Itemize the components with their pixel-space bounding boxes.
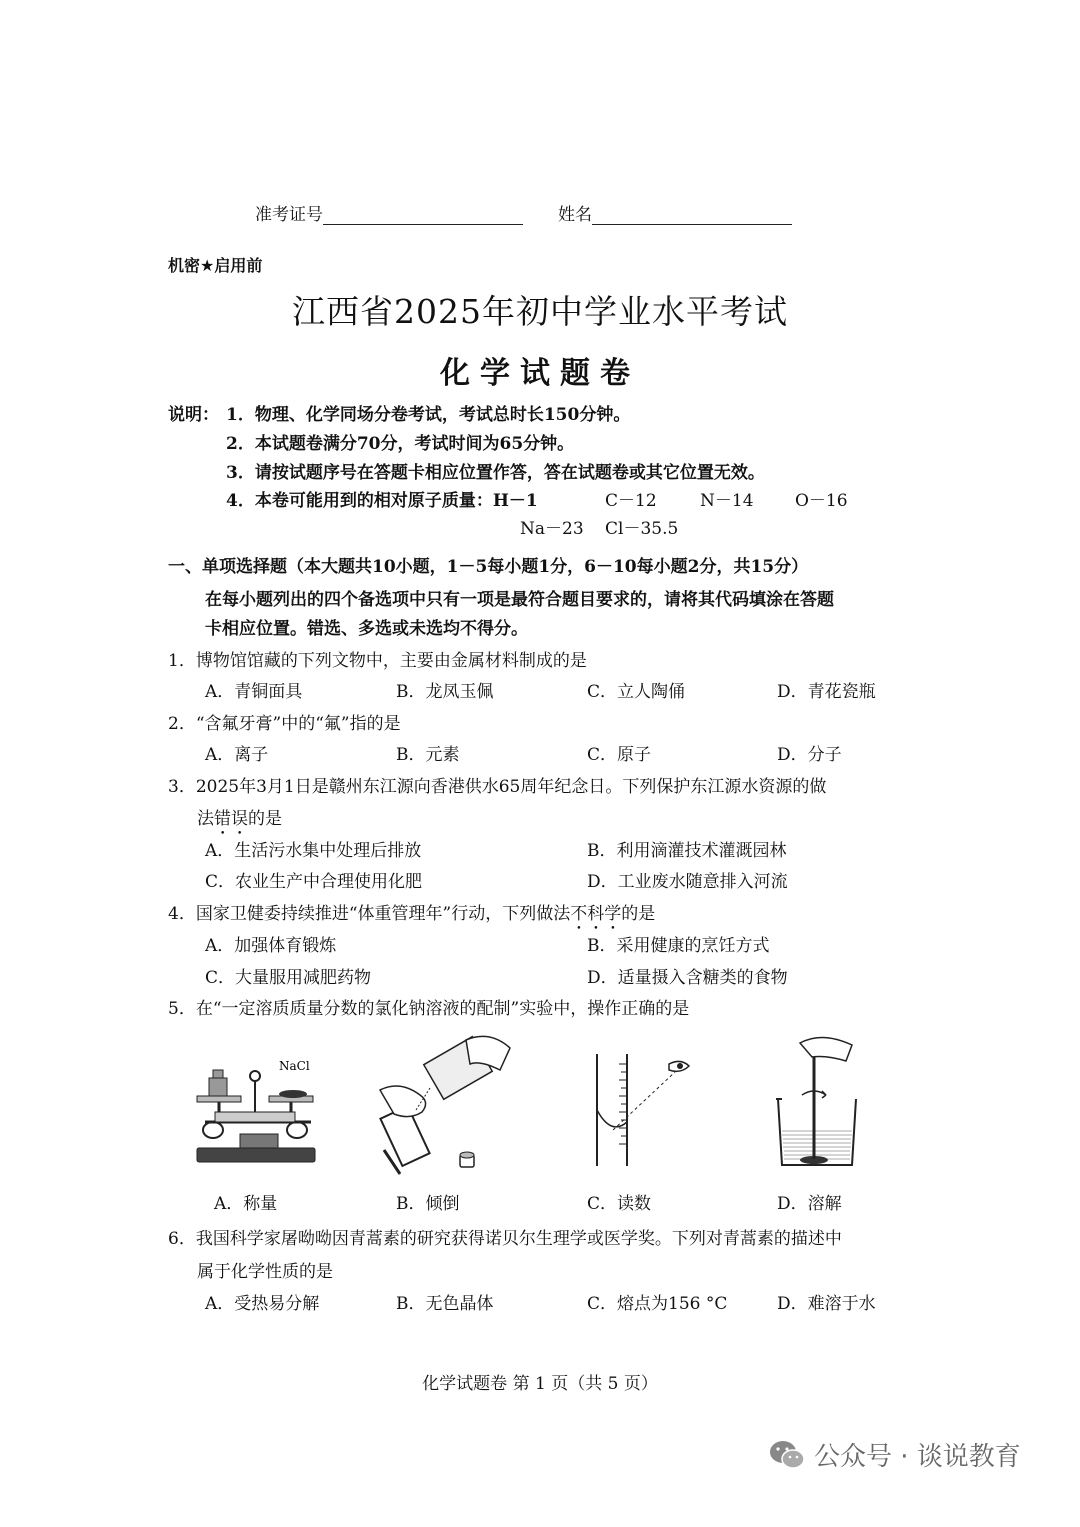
dissolving-figure <box>772 1035 882 1170</box>
q4-option-b: B．采用健康的烹饪方式 <box>587 936 770 956</box>
q4-stem-post: 的是 <box>621 904 656 924</box>
q6-stem-line2: 属于化学性质的是 <box>197 1262 333 1282</box>
page-subtitle: 化学试题卷 <box>440 356 640 391</box>
q2-stem: 2．“含氟牙膏”中的“氟”指的是 <box>168 714 401 734</box>
q2-option-a: A．离子 <box>205 745 269 765</box>
q3-stem-line1: 3．2025年3月1日是赣州东江源向香港供水65周年纪念日。下列保护东江源水资源的做 <box>168 777 827 797</box>
reading-figure <box>585 1050 695 1168</box>
q4-stem-emphasis: 不科学 <box>570 904 622 924</box>
q3-option-a: A．生活污水集中处理后排放 <box>205 841 422 861</box>
q3-option-d: D．工业废水随意排入河流 <box>587 872 788 892</box>
q2-option-b: B．元素 <box>396 745 460 765</box>
q5-option-d: D．溶解 <box>777 1194 842 1214</box>
section-heading: 一、单项选择题（本大题共10小题，1－5每小题1分，6－10每小题2分，共15分） <box>168 557 809 577</box>
q6-option-d: D．难溶于水 <box>777 1294 876 1314</box>
q4-stem-pre: 4．国家卫健委持续推进“体重管理年”行动，下列做法 <box>168 904 571 924</box>
admission-number-blank <box>323 204 523 225</box>
q6-option-b: B．无色晶体 <box>396 1294 494 1314</box>
admission-number-label: 准考证号 <box>255 205 323 225</box>
watermark <box>768 1436 1021 1473</box>
section-desc-line1: 在每小题列出的四个备选项中只有一项是最符合题目要求的，请将其代码填涂在答题 <box>205 590 834 610</box>
q3-stem-line2 <box>197 809 282 839</box>
section-desc-line2: 卡相应位置。错选、多选或未选均不得分。 <box>205 619 528 639</box>
nacl-label: NaCl <box>279 1059 310 1073</box>
page-title: 江西省2025年初中学业水平考试 <box>292 292 788 331</box>
pouring-figure <box>370 1030 520 1175</box>
watermark-text: 公众号 · 谈说教育 <box>814 1442 1021 1472</box>
q2-option-c: C．原子 <box>587 745 652 765</box>
q5-option-c: C．读数 <box>587 1194 652 1214</box>
q5-option-b: B．倾倒 <box>396 1194 460 1214</box>
q3-option-c: C．农业生产中合理使用化肥 <box>205 872 423 892</box>
q6-stem-line1: 6．我国科学家屠呦呦因青蒿素的研究获得诺贝尔生理学或医学奖。下列对青蒿素的描述中 <box>168 1229 842 1249</box>
atomic-mass-na: Na－23 <box>520 519 584 539</box>
instructions-label: 说明： <box>168 405 219 425</box>
balance-figure <box>185 1050 325 1170</box>
atomic-mass-n: N－14 <box>700 491 754 511</box>
q1-option-c: C．立人陶俑 <box>587 682 686 702</box>
name-label: 姓名 <box>558 205 592 225</box>
atomic-mass-c: C－12 <box>605 491 657 511</box>
atomic-mass-o: O－16 <box>795 491 848 511</box>
instruction-3: 3．请按试题序号在答题卡相应位置作答，答在试题卷或其它位置无效。 <box>226 463 765 483</box>
q1-option-a: A．青铜面具 <box>205 682 303 702</box>
q1-option-d: D．青花瓷瓶 <box>777 682 876 702</box>
page-footer: 化学试题卷 第 1 页（共 5 页） <box>422 1374 658 1394</box>
name-field <box>558 204 792 225</box>
q1-stem: 1．博物馆馆藏的下列文物中，主要由金属材料制成的是 <box>168 651 587 671</box>
q3-stem-post: 的是 <box>248 809 282 829</box>
q4-option-c: C．大量服用减肥药物 <box>205 968 372 988</box>
q3-option-b: B．利用滴灌技术灌溉园林 <box>587 841 787 861</box>
wechat-icon <box>768 1438 806 1472</box>
instruction-1: 1．物理、化学同场分卷考试，考试总时长150分钟。 <box>226 405 631 425</box>
q4-stem <box>168 904 655 934</box>
q6-option-c: C．熔点为156 °C <box>587 1294 728 1314</box>
instruction-4: 4．本卷可能用到的相对原子质量：H－1 <box>226 491 538 511</box>
q1-option-b: B．龙凤玉佩 <box>396 682 494 702</box>
q5-option-a: A．称量 <box>214 1194 278 1214</box>
secret-label: 机密★启用前 <box>168 256 263 275</box>
q4-option-d: D．适量摄入含糖类的食物 <box>587 968 788 988</box>
q3-stem-pre: 法 <box>197 809 214 829</box>
instruction-2: 2．本试题卷满分70分，考试时间为65分钟。 <box>226 434 575 454</box>
q5-stem: 5．在“一定溶质质量分数的氯化钠溶液的配制”实验中，操作正确的是 <box>168 999 690 1019</box>
q4-option-a: A．加强体育锻炼 <box>205 936 337 956</box>
q6-option-a: A．受热易分解 <box>205 1294 320 1314</box>
q3-stem-emphasis: 错误 <box>214 809 248 829</box>
admission-number-field <box>255 204 523 225</box>
q2-option-d: D．分子 <box>777 745 842 765</box>
name-blank <box>592 204 792 225</box>
atomic-mass-cl: Cl－35.5 <box>605 519 679 539</box>
